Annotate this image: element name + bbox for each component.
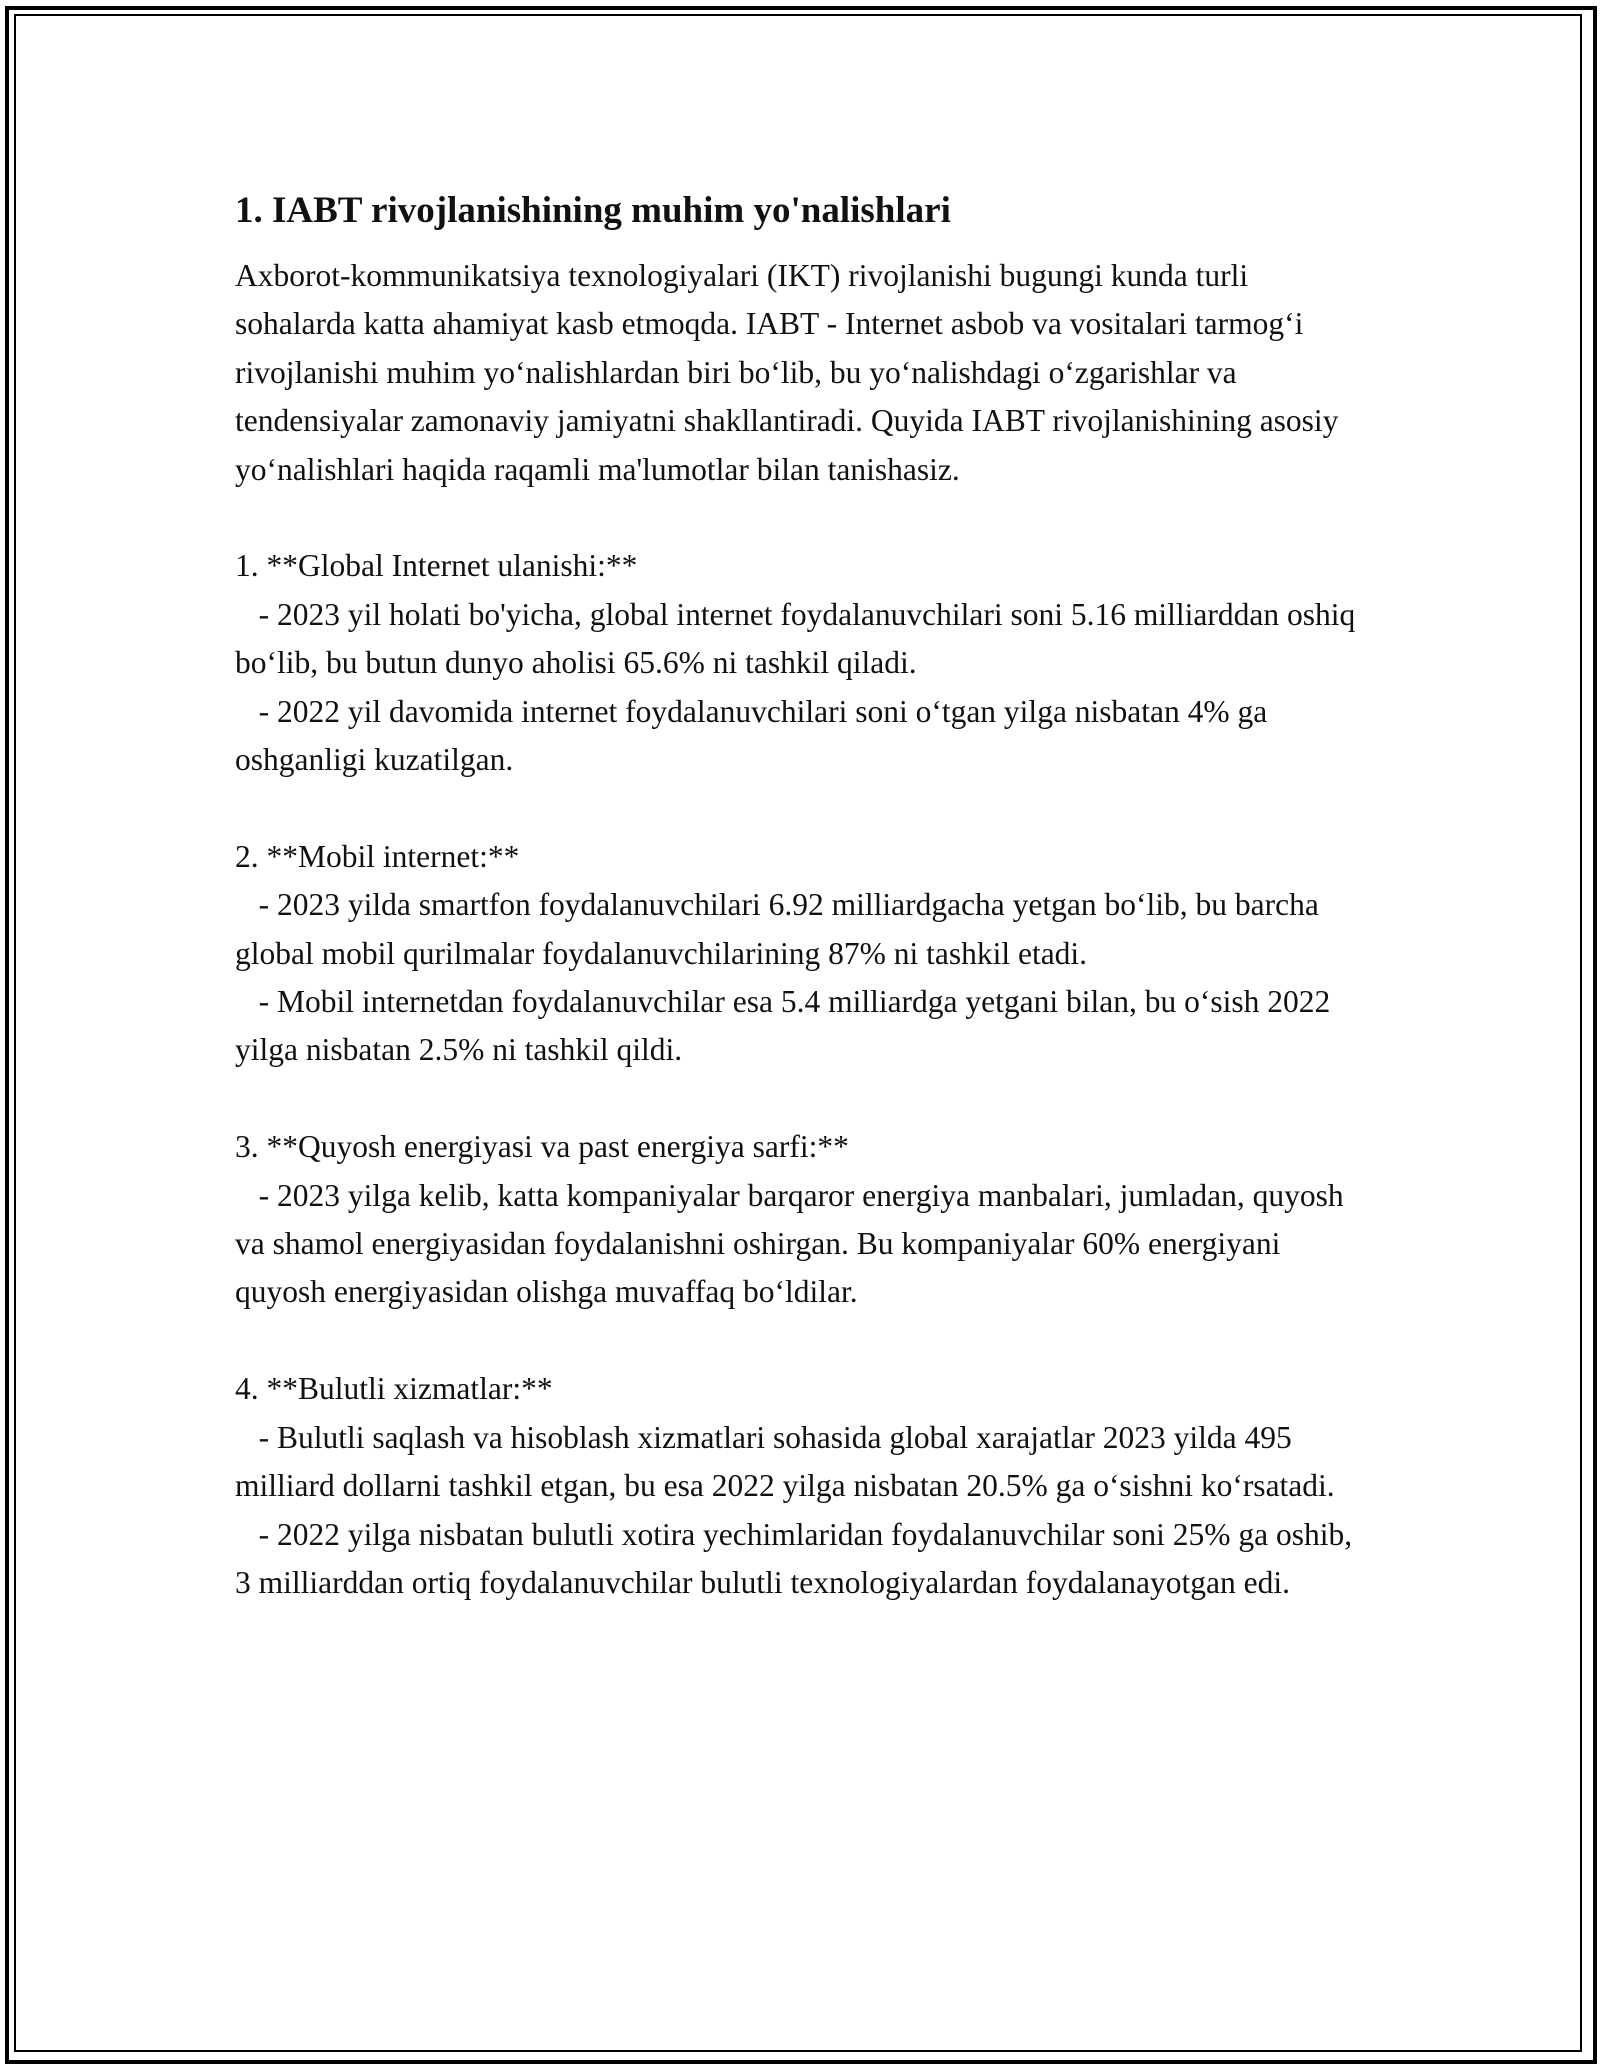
bullet-item: - 2023 yil holati bo'yicha, global internet foydalanuvchilari soni 5.16 milliarddan oshiq bo‘lib, bu butun dunyo aholisi 65.6% ni tashkil qiladi. [235,596,1364,681]
document-title: 1. IABT rivojlanishining muhim yo'nalishlari [235,190,951,231]
spacer [235,784,1375,832]
section-mobile-internet [235,833,1375,1075]
section-solar-energy [235,1123,1375,1317]
spacer [235,1317,1375,1365]
section-global-internet [235,542,1375,784]
document-body [235,185,1375,1607]
spacer [235,1075,1375,1123]
intro-paragraph: Axborot-kommunikatsiya texnologiyalari (IKT) rivojlanishi bugungi kunda turli sohalarda katta ahamiyat kasb etmoqda. IABT - Internet asbob va vositalari tarmog‘i rivojlanishi muhim yo‘nalishlardan biri bo‘lib, bu yo‘nalishdagi o‘zgarishlar va tendensiyalar zamonaviy jamiyatni shakllantiradi. Quyida IABT rivojlanishining asosiy yo‘nalishlari haqida raqamli ma'lumotlar bilan tanishasiz. [235,258,1339,487]
spacer [235,494,1375,542]
bullet-item: - Mobil internetdan foydalanuvchilar esa 5.4 milliardga yetgani bilan, bu o‘sish 2022 yilga nisbatan 2.5% ni tashkil qildi. [235,984,1339,1068]
section-heading: 1. **Global Internet ulanishi:** [235,548,638,584]
bullet-item: - 2023 yilga kelib, katta kompaniyalar barqaror energiya manbalari, jumladan, quyosh va shamol energiyasidan foydalanishni oshirgan. Bu kompaniyalar 60% energiyani quyosh energiyasidan olishga muvaffaq bo‘ldilar. [235,1177,1352,1310]
bullet-item: - 2023 yilda smartfon foydalanuvchilari 6.92 milliardgacha yetgan bo‘lib, bu barcha global mobil qurilmalar foydalanuvchilarining 87% ni tashkil etadi. [235,887,1327,971]
section-heading: 3. **Quyosh energiyasi va past energiya sarfi:** [235,1129,849,1165]
section-cloud-services [235,1365,1375,1607]
bullet-item: - 2022 yil davomida internet foydalanuvchilari soni o‘tgan yilga nisbatan 4% ga oshganligi kuzatilgan. [235,693,1276,778]
section-heading: 4. **Bulutli xizmatlar:** [235,1371,553,1407]
bullet-item: - Bulutli saqlash va hisoblash xizmatlari sohasida global xarajatlar 2023 yilda 495 milliard dollarni tashkil etgan, bu esa 2022 yilga nisbatan 20.5% ga o‘sishni ko‘rsatadi. [235,1419,1335,1504]
bullet-item: - 2022 yilga nisbatan bulutli xotira yechimlaridan foydalanuvchilar soni 25% ga oshib, 3 milliarddan ortiq foydalanuvchilar bulutli texnologiyalardan foydalanayotgan edi. [235,1516,1361,1600]
section-heading: 2. **Mobil internet:** [235,838,520,874]
